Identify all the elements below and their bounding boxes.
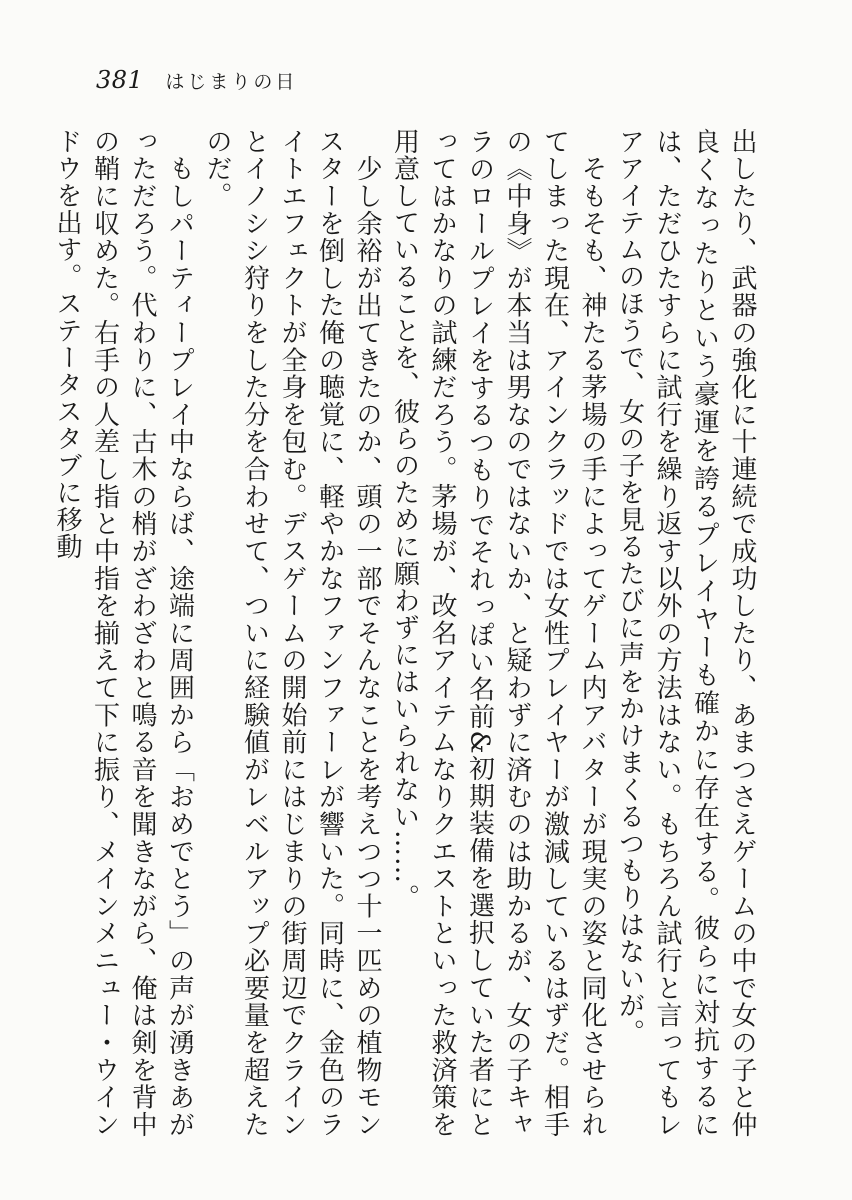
paragraph-1: 出したり、武器の強化に十連続で成功したり、あまつさえゲームの中で女の子と仲良くなったりという豪運を誇るプレイヤーも確かに存在する。彼らに対抗するには、ただひたすらに試行を繰り返す以外の方法はない。もちろん試行と言ってもレアアイテムのほうで、女の子を見るたびに声をかけまくるつもりはないが。 (614, 128, 757, 1138)
vertical-body-text (52, 128, 760, 1138)
chapter-title: はじまりの日 (165, 71, 298, 93)
paragraph-2: そもそも、神たる茅場の手によってゲーム内アバターが現実の姿と同化させられてしまった現在、アインクラッドでは女性プレイヤーが激減しているはずだ。相手の《中身》が本当は男なのではないか、と疑わずに済むのは助かるが、女の子キャラのロールプレイをするつもりでそれっぽい名前&初期装備を選択していた者にとってはかなりの試練だろう。茅場が、改名アイテムなりクエストといった救済策を用意していることを、彼らのために願わずにはいられない……。 (389, 128, 607, 1138)
page-number: 381 (96, 66, 144, 94)
running-header (96, 66, 297, 106)
paragraph-3: 少し余裕が出てきたのか、頭の一部でそんなことを考えつつ十一匹めの植物モンスターを倒した俺の聴覚に、軽やかなファンファーレが響いた。同時に、金色のライトエフェクトが全身を包む。デスゲームの開始前にはじまりの街周辺でクラインとイノシシ狩りをした分を合わせて、ついに経験値がレベルアップ必要量を超えたのだ。 (202, 128, 382, 1138)
paragraph-4: もしパーティープレイ中ならば、途端に周囲から「おめでとう」の声が湧きあがっただろう。代わりに、古木の梢がざわざわと鳴る音を聞きながら、俺は剣を背中の鞘に収めた。右手の人差し指と中指を揃えて下に振り、メインメニュー・ウインドウを出す。ステータスタブに移動 (52, 128, 195, 1138)
